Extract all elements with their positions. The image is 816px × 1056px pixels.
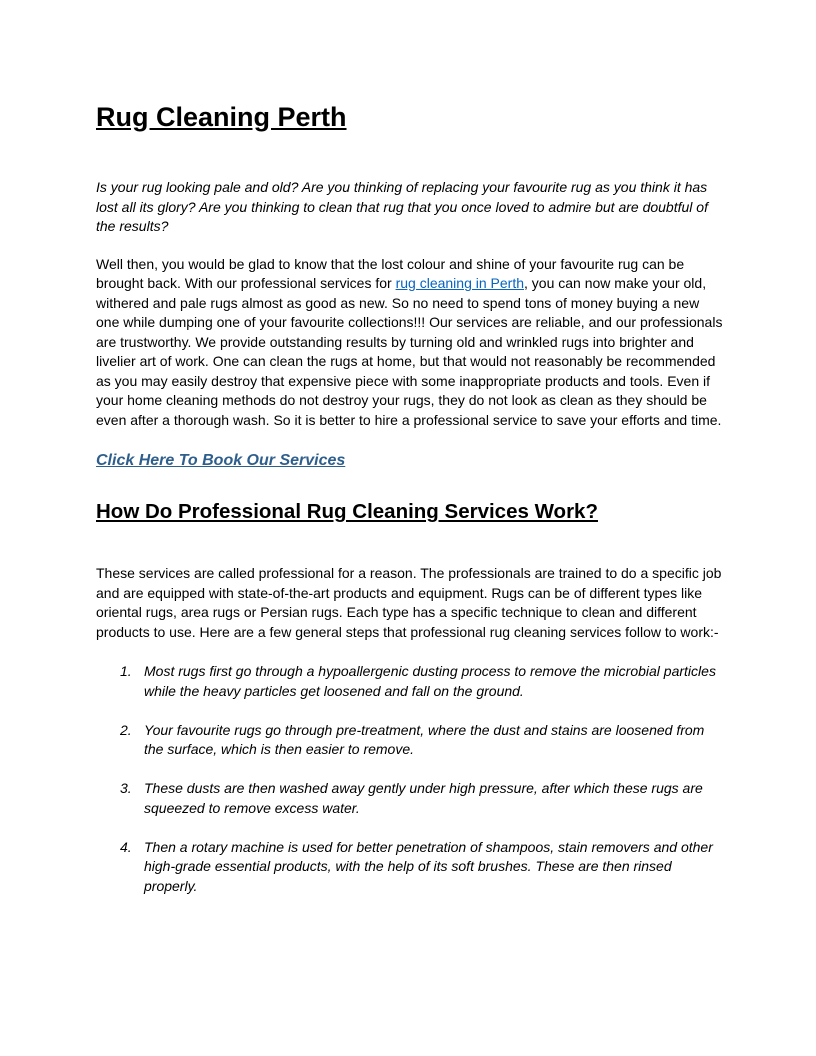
steps-list: [96, 662, 724, 896]
step-number: 1.: [120, 663, 132, 680]
list-item: [96, 838, 724, 897]
book-services-link[interactable]: Click Here To Book Our Services: [96, 452, 346, 470]
body-paragraph-1: [96, 255, 724, 431]
step-number: 2.: [120, 721, 132, 738]
step-number: 3.: [120, 780, 132, 797]
intro-paragraph: Is your rug looking pale and old? Are you thinking of replacing your favourite rug as you think it has lost all its glory? Are you thinking to clean that rug that you once loved to admire but are doubtful of the results?: [96, 179, 708, 235]
list-item: [96, 721, 724, 760]
document-body: [96, 100, 724, 916]
para1-text-after: , you can now make your old, withered and pale rugs almost as good as new. So no need to spend tons of money buying a new one while dumping one of your favourite collections!!! Our services are reliable, and our professionals are trustworthy. We provide outstanding results by turning old and wrinkled rugs into brighter and livelier art of work. One can clean the rugs at home, but that would not reasonably be recommended as you may easily destroy that expensive piece with some inappropriate products and tools. Even if your home cleaning methods do not destroy your rugs, they do not look as clean as they should be even after a thorough wash. So it is better to hire a professional service to save your efforts and time.: [96, 275, 723, 428]
step-text: These dusts are then washed away gently under high pressure, after which these rugs are squeezed to remove excess water.: [144, 780, 703, 816]
cta-container: [96, 450, 724, 472]
section-heading: How Do Professional Rug Cleaning Services Work?: [96, 500, 598, 524]
list-item: [96, 779, 724, 818]
page-title: Rug Cleaning Perth: [96, 102, 347, 132]
step-text: Your favourite rugs go through pre-treatment, where the dust and stains are loosened from the surface, which is then easier to remove.: [144, 721, 705, 758]
step-number: 4.: [120, 838, 132, 855]
body-paragraph-2: These services are called professional for a reason. The professionals are trained to do a specific job and are equipped with state-of-the-art products and equipment. Rugs can be of different types like oriental rugs, area rugs or Persian rugs. Each type has a specific technique to clean and different products to use. Here are a few general steps that professional rug cleaning services follow to work:-: [96, 565, 722, 640]
para1-text-before: Well then, you would be glad to know that the lost colour and shine of your favourite rug can be brought back. With our professional services for: [96, 255, 685, 292]
list-item: [96, 662, 724, 701]
step-text: Most rugs first go through a hypoallergenic dusting process to remove the microbial particles while the heavy particles get loosened and fall on the ground.: [144, 663, 716, 699]
step-text: Then a rotary machine is used for better penetration of shampoos, stain removers and other high-grade essential products, with the help of its soft brushes. These are then rinsed properly.: [144, 838, 713, 894]
rug-cleaning-link[interactable]: rug cleaning in Perth: [395, 275, 524, 292]
